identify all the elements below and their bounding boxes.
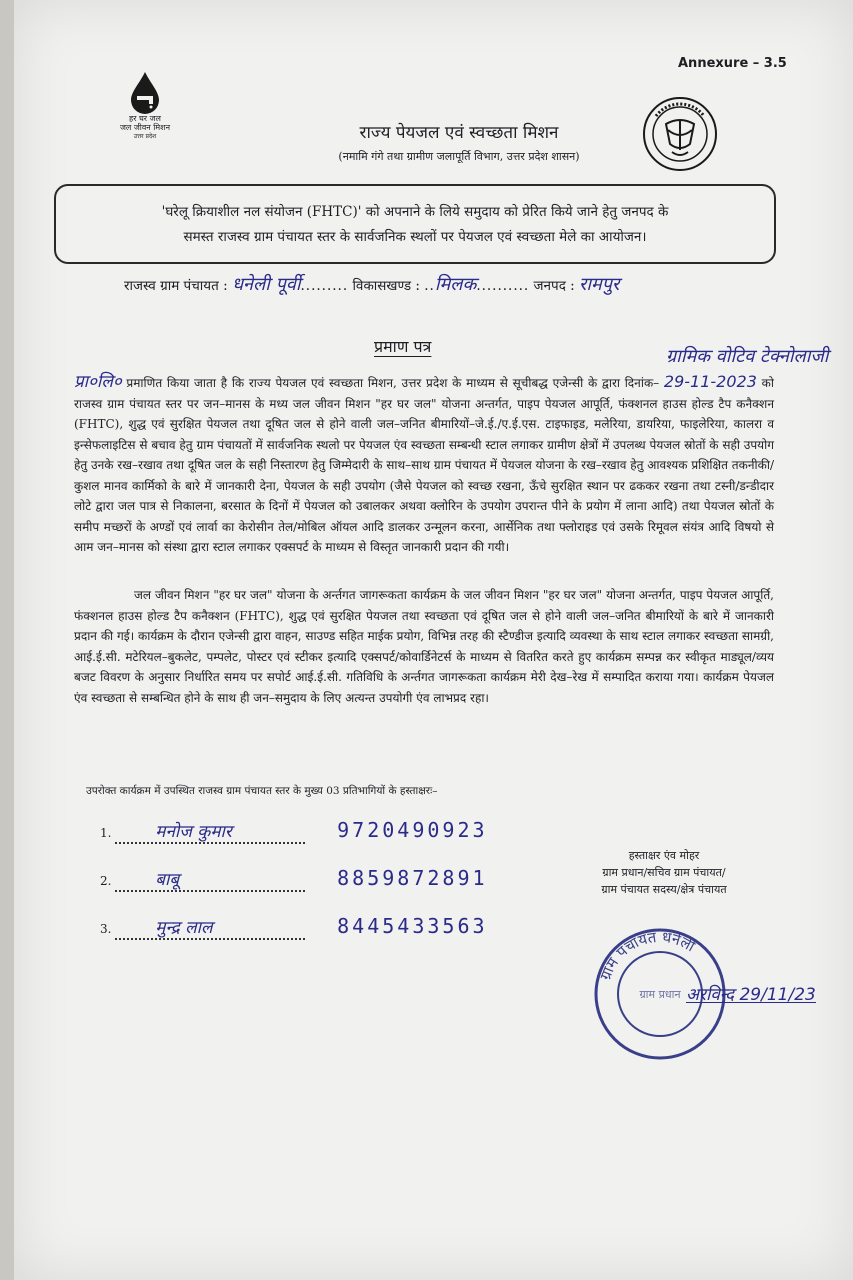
panchayat-value: धनेली पूर्वी [231, 274, 301, 295]
pvt-ltd-handwritten: प्रा०लि० [74, 372, 122, 392]
banner-line-1: 'घरेलू क्रियाशील नल संयोजन (FHTC)' को अपनाने के लिये समुदाय को प्रेरित किये जाने हेतु जनपद के [161, 204, 669, 220]
participants-intro: उपरोक्त कार्यक्रम में उपस्थित राजस्व ग्राम पंचायत स्तर के मुख्य 03 प्रतिभागियों के हस्ताक्षरः– [86, 785, 438, 797]
district-value: रामपुर [579, 274, 620, 295]
para1-text-a: प्रमाणित किया जाता है कि राज्य पेयजल एवं स्वच्छता मिशन, उत्तर प्रदेश के माध्यम से सूचीबद्ध एजेन्सी [126, 376, 584, 390]
stamp-ring-text: ग्राम पंचायत धनेली [596, 927, 699, 983]
participant-name: मनोज कुमार [115, 819, 305, 844]
block-value: मिलक [434, 274, 477, 295]
participant-number: 3. [100, 922, 112, 936]
block-label: विकासखण्ड : [352, 278, 420, 294]
up-government-seal-icon [642, 96, 718, 176]
para1-text-c: को राजस्व ग्राम पंचायत स्तर पर जन–मानस के मध्य जल जीवन मिशन "हर घर जल" योजना अन्तर्गत, पाइप पेयजल आपूर्ति, फंक्शनल हाउस होल्ड टैप कनैक्शन (FHTC), शुद्ध एवं सुरक्षित पेयजल तथा दूषित जल से होने वाली जल–जनित बीमारियों–जे.ई./ए.ई.एस. टाइफाइड, मलेरिया, डायरिया, फाइलेरिया, कालरा व इन्सेफलाइटिस से बचाव हेतु ग्राम पंचायतों में सार्वजनिक स्थलो पर पेयजल एंव स्वच्छता सम्बन्धी स्टाल लगाकर ग्रामीण क्षेत्रों में उपलब्ध पेयजल स्रोतों के सही उपयोग हेतु उनके रख–रखाव तथा दूषित जल के सही निस्तारण हेतु जिम्मेदारी के साथ–साथ ग्राम पंचायत में पेयजल योजना के रख–रखाव हेतु आवश्यक प्रशिक्षित तकनीकी/कुशल मानव कार्मिको के बारे में जानकारी देना, पेयजल के सही उपयोग (जैसे पेयजल को स्वच्छ रखना, ऊँचे सुरक्षित स्थान पर ढककर रखना तथा टस्नी/डन्डीदार लोटे द्वारा जल पात्र से निकालना, बरसात के दिनों में पेयजल को उबालकर अथवा क्लोरिन के उपयोग उपरान्त पीने के प्रयोग में लाना आदि) तथा पेयजल स्रोतों के समीप मच्छरों के अण्डों एवं लार्वा का केरोसीन तेल/मोबिल ऑयल आदि डालकर उन्मूलन करना, आर्सेनिक तथा फ्लोराइड एवं उसके रिमूवल संयंत्र आदि विषयो से आम जन–मानस को संस्था द्वारा स्टाल लगाकर एक्सपर्ट के माध्यम से विस्तृत जानकारी प्रदान की गयी। [74, 376, 774, 554]
certificate-paragraph-1 [74, 372, 774, 558]
stamp-signature [686, 982, 816, 1003]
mission-subtitle: (नमामि गंगे तथा ग्रामीण जलापूर्ति विभाग, उत्तर प्रदेश शासन) [338, 150, 580, 163]
signatory-line-2: ग्राम पंचायत सदस्य/क्षेत्र पंचायत [601, 883, 727, 896]
participant-row-1 [100, 818, 488, 844]
logo-line-3: उत्तर प्रदेश [133, 133, 157, 140]
water-drop-icon [125, 70, 165, 114]
participant-row-3 [100, 914, 488, 940]
signatory-line-1: ग्राम प्रधान/सचिव ग्राम पंचायत/ [602, 866, 726, 879]
panchayat-label: राजस्व ग्राम पंचायत : [124, 278, 228, 294]
certificate-paragraph-2: जल जीवन मिशन "हर घर जल" योजना के अर्न्तगत जागरूकता कार्यक्रम के जल जीवन मिशन "हर घर जल" योजना अन्तर्गत, पाइप पेयजल आपूर्ति, फंक्शनल हाउस होल्ड टैप कनैक्शन (FHTC), शुद्ध एवं सुरक्षित पेयजल तथा स्वच्छता एवं दूषित जल से होने वाली जल–जनित बीमारियों के बारे में जानकारी प्रदान की गई। कार्यक्रम के दौरान एजेन्सी द्वारा वाहन, साउण्ड सहित माईक प्रयोग, विभिन्न तरह की स्टैण्डीज इत्यादि व्यवस्था के साथ स्टाल लगाकर स्वच्छता सामग्री, आई.ई.सी. मटेरियल–बुकलेट, पम्पलेट, पोस्टर एवं स्टीकर इत्यादि एक्सपर्ट/कोवार्डिनेटर्स के माध्यम से वितरित करते हुए कार्यक्रम सम्पन्न कर स्वीकृत माड्यूल/व्यय बजट विवरण के अनुसार निर्धारित समय पर सपोर्ट आई.ई.सी. गतिविधि के अर्न्तगत जागरूकता कार्यक्रम मेरी देख–रेख में सम्पादित कराया गया। कार्यक्रम पेयजल एंव स्वच्छता से सम्बन्धित होने के साथ ही जन–समुदाय के लिए अत्यन्त उपयोगी एंव लाभप्रद रहा। [74, 588, 774, 705]
annexure-label: Annexure – 3.5 [678, 56, 787, 71]
participant-name: बाबू [115, 867, 305, 892]
logo-line-2: जल जीवन मिशन [119, 123, 171, 132]
mission-title: राज्य पेयजल एवं स्वच्छता मिशन [359, 123, 559, 143]
participant-number: 1. [100, 826, 112, 840]
location-line: राजस्व ग्राम पंचायत : धनेली पूर्वी......... विकासखण्ड : ..मिलक.......... जनपद : रामपुर [124, 274, 620, 295]
signature-block [554, 847, 774, 898]
event-date-handwritten: 29-11-2023 [663, 372, 757, 391]
logo-line-1: हर घर जल [129, 114, 161, 123]
participant-name: मुन्द्र लाल [115, 915, 305, 940]
certificate-page [14, 0, 853, 1280]
stamp-inner-text: ग्राम प्रधान [639, 988, 681, 1001]
participant-number: 2. [100, 874, 112, 888]
participant-row-2 [100, 866, 488, 892]
participant-phone: 8859872891 [337, 866, 488, 890]
certificate-heading: प्रमाण पत्र [374, 337, 432, 356]
participant-phone: 8445433563 [337, 914, 488, 938]
har-ghar-jal-logo [110, 70, 180, 141]
event-banner [54, 184, 776, 264]
banner-line-2: समस्त राजस्व ग्राम पंचायत स्तर के सार्वजनिक स्थलों पर पेयजल एवं स्वच्छता मेले का आयोजन। [183, 229, 647, 245]
stamp-signature-text: अरविन्द 29/11/23 [686, 985, 816, 1005]
district-label: जनपद : [533, 278, 575, 294]
logo-caption [110, 114, 180, 141]
agency-name-handwritten: ग्रामिक वोटिव टेक्नोलाजी [666, 346, 829, 367]
participant-phone: 9720490923 [337, 818, 488, 842]
signature-label: हस्ताक्षर एंव मोहर [628, 849, 700, 862]
para1-text-b: के द्वारा दिनांक– [587, 376, 660, 390]
